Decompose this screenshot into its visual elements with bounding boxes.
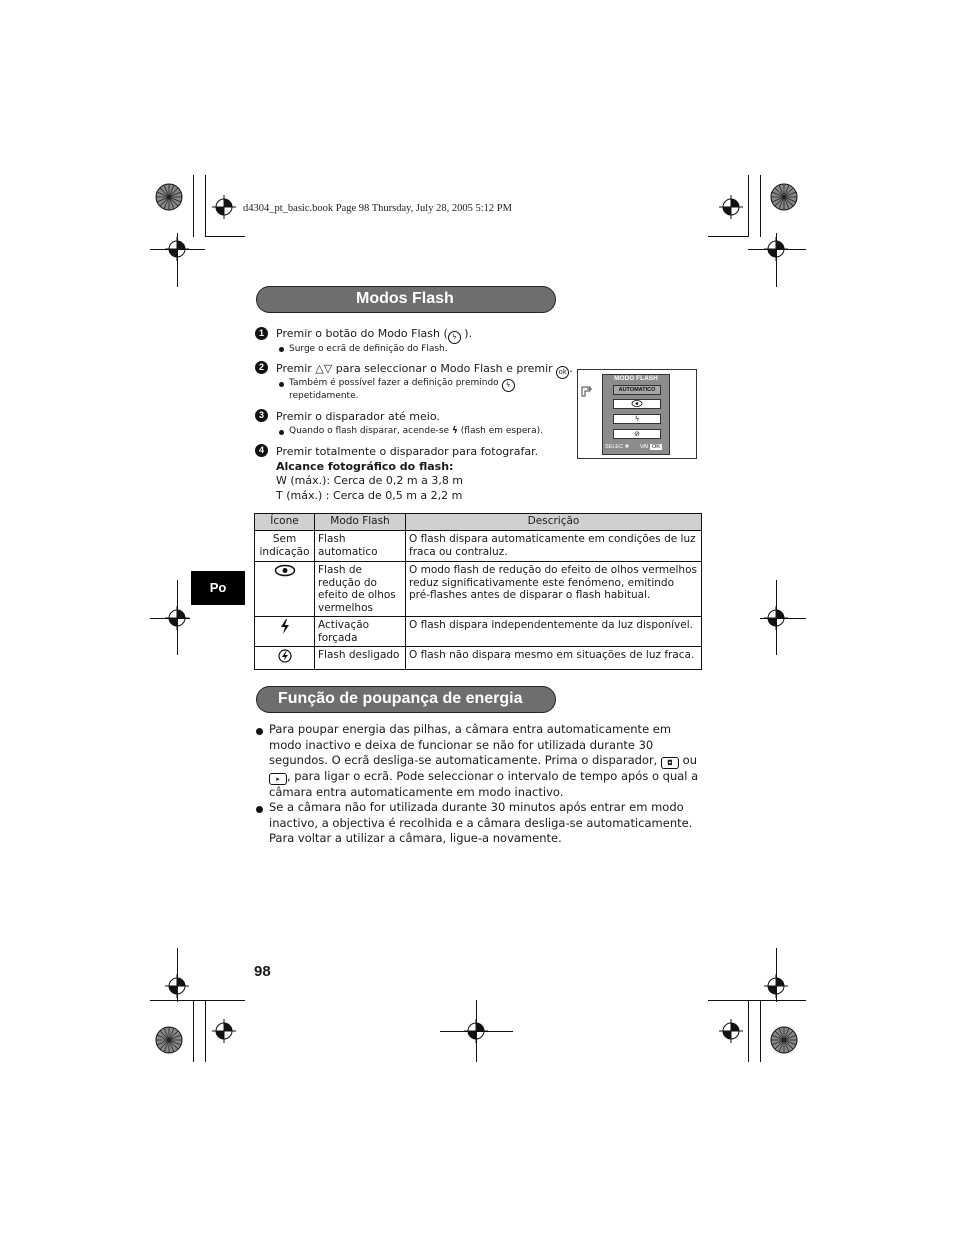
- section-title-bar: [256, 686, 556, 713]
- lcd-option-fill-in: [613, 414, 661, 424]
- playback-icon: ▸: [269, 773, 287, 785]
- table-cell-icon: Sem indicação: [255, 531, 315, 562]
- red-eye-icon: [631, 400, 643, 407]
- table-cell-mode: Flash desligado: [315, 647, 406, 670]
- step-note: Quando o flash disparar, acende-se ϟ (flash em espera).: [289, 426, 543, 436]
- lcd-option-auto: AUTOMATICO: [613, 385, 661, 395]
- lcd-footer-select: SELEC ✚: [605, 444, 630, 450]
- step-number: 1: [255, 327, 268, 340]
- step-text: Premir o botão do Modo Flash ( ϟ ).: [276, 327, 472, 344]
- lcd-option-red-eye: [613, 399, 661, 409]
- table-cell-desc: O flash dispara independentemente da luz disponível.: [406, 617, 702, 647]
- section-title: Função de poupança de energia: [278, 690, 523, 707]
- p-mode-icon: [580, 386, 594, 398]
- flash-standby-icon: ϟ: [451, 426, 458, 436]
- red-eye-icon: [274, 564, 296, 577]
- table-cell-icon: [255, 562, 315, 617]
- table-row: [255, 562, 702, 617]
- book-info-header: d4304_pt_basic.book Page 98 Thursday, July 28, 2005 5:12 PM: [243, 203, 512, 214]
- bullet: [279, 382, 284, 387]
- ok-button-icon: ok: [556, 366, 569, 379]
- power-save-paragraph-1: Para poupar energia das pilhas, a câmara entra automaticamente em modo inactivo e deixa de funcionar se não for utilizada durante 30 segundos. O ecrã desliga-se automaticamente. Prima o disparador, ◘ ou ▸ , para ligar o ecrã. Pode seleccionar o intervalo de tempo após o qual a câmara entra automaticamente em modo inactivo.: [269, 722, 699, 799]
- lcd-footer-go: VAI OK: [640, 444, 660, 450]
- bullet: [256, 728, 263, 735]
- table-cell-icon: [255, 647, 315, 670]
- bullet: [279, 430, 284, 435]
- table-row: [255, 617, 702, 647]
- table-cell-desc: O modo flash de redução do efeito de olhos vermelhos reduz significativamente este fenómeno, emitindo pré-flashes antes de disparar o flash habitual.: [406, 562, 702, 617]
- flash-on-icon: [280, 619, 290, 634]
- step-note: Surge o ecrã de definição do Flash.: [289, 344, 448, 354]
- section-title-bar: [256, 286, 556, 313]
- step-number: 3: [255, 409, 268, 422]
- step-number: 4: [255, 444, 268, 457]
- flash-button-icon: ϟ: [448, 331, 461, 344]
- lcd-screen: [602, 374, 670, 455]
- power-save-paragraph-2: Se a câmara não for utilizada durante 30 minutos após entrar em modo inactivo, a objectiva é recolhida e a câmara desliga-se automaticamente. Para voltar a utilizar a câmara, ligue-a novamente.: [269, 800, 693, 845]
- bullet: [279, 347, 284, 352]
- table-cell-mode: Flash de redução do efeito de olhos vermelhos: [315, 562, 406, 617]
- step-note: repetidamente.: [289, 391, 359, 401]
- up-down-arrows-icon: △▽: [315, 362, 333, 375]
- step-text: Premir totalmente o disparador para fotografar.: [276, 445, 539, 458]
- step-number: 2: [255, 361, 268, 374]
- table-header: Modo Flash: [315, 514, 406, 531]
- flash-mode-table: [254, 513, 702, 670]
- camera-mode-icon: ◘: [661, 757, 679, 769]
- table-row: [255, 531, 702, 562]
- flash-button-icon: ϟ: [502, 379, 515, 392]
- flash-range-wide: W (máx.): Cerca de 0,2 m a 3,8 m: [276, 474, 464, 487]
- flash-off-icon: [278, 649, 292, 663]
- table-header: Descrição: [406, 514, 702, 531]
- step-text: Premir o disparador até meio.: [276, 410, 440, 423]
- language-tab: Po: [191, 571, 245, 605]
- lcd-title: MODO FLASH: [614, 375, 658, 382]
- table-cell-desc: O flash dispara automaticamente em condições de luz fraca ou contraluz.: [406, 531, 702, 562]
- table-header: Ícone: [255, 514, 315, 531]
- table-cell-icon: [255, 617, 315, 647]
- flash-on-icon: ϟ: [634, 415, 640, 423]
- step-text: Premir △▽ para seleccionar o Modo Flash e premir ok .: [276, 362, 573, 379]
- table-cell-mode: Flash automatico: [315, 531, 406, 562]
- bullet: [256, 806, 263, 813]
- ok-icon: OK: [652, 444, 660, 450]
- dpad-icon: ✚: [624, 444, 630, 450]
- page-number: 98: [254, 963, 271, 980]
- flash-range-title: Alcance fotográfico do flash:: [276, 460, 454, 473]
- flash-range-tele: T (máx.) : Cerca de 0,5 m a 2,2 m: [276, 489, 463, 502]
- table-header-row: [255, 514, 702, 531]
- table-row: [255, 647, 702, 670]
- table-cell-desc: O flash não dispara mesmo em situações de luz fraca.: [406, 647, 702, 670]
- flash-off-icon: ⊘: [634, 430, 640, 438]
- section-title: Modos Flash: [356, 290, 454, 307]
- lcd-option-off: [613, 429, 661, 439]
- table-cell-mode: Activação forçada: [315, 617, 406, 647]
- step-note: Também é possível fazer a definição premindo ϟ: [289, 378, 515, 392]
